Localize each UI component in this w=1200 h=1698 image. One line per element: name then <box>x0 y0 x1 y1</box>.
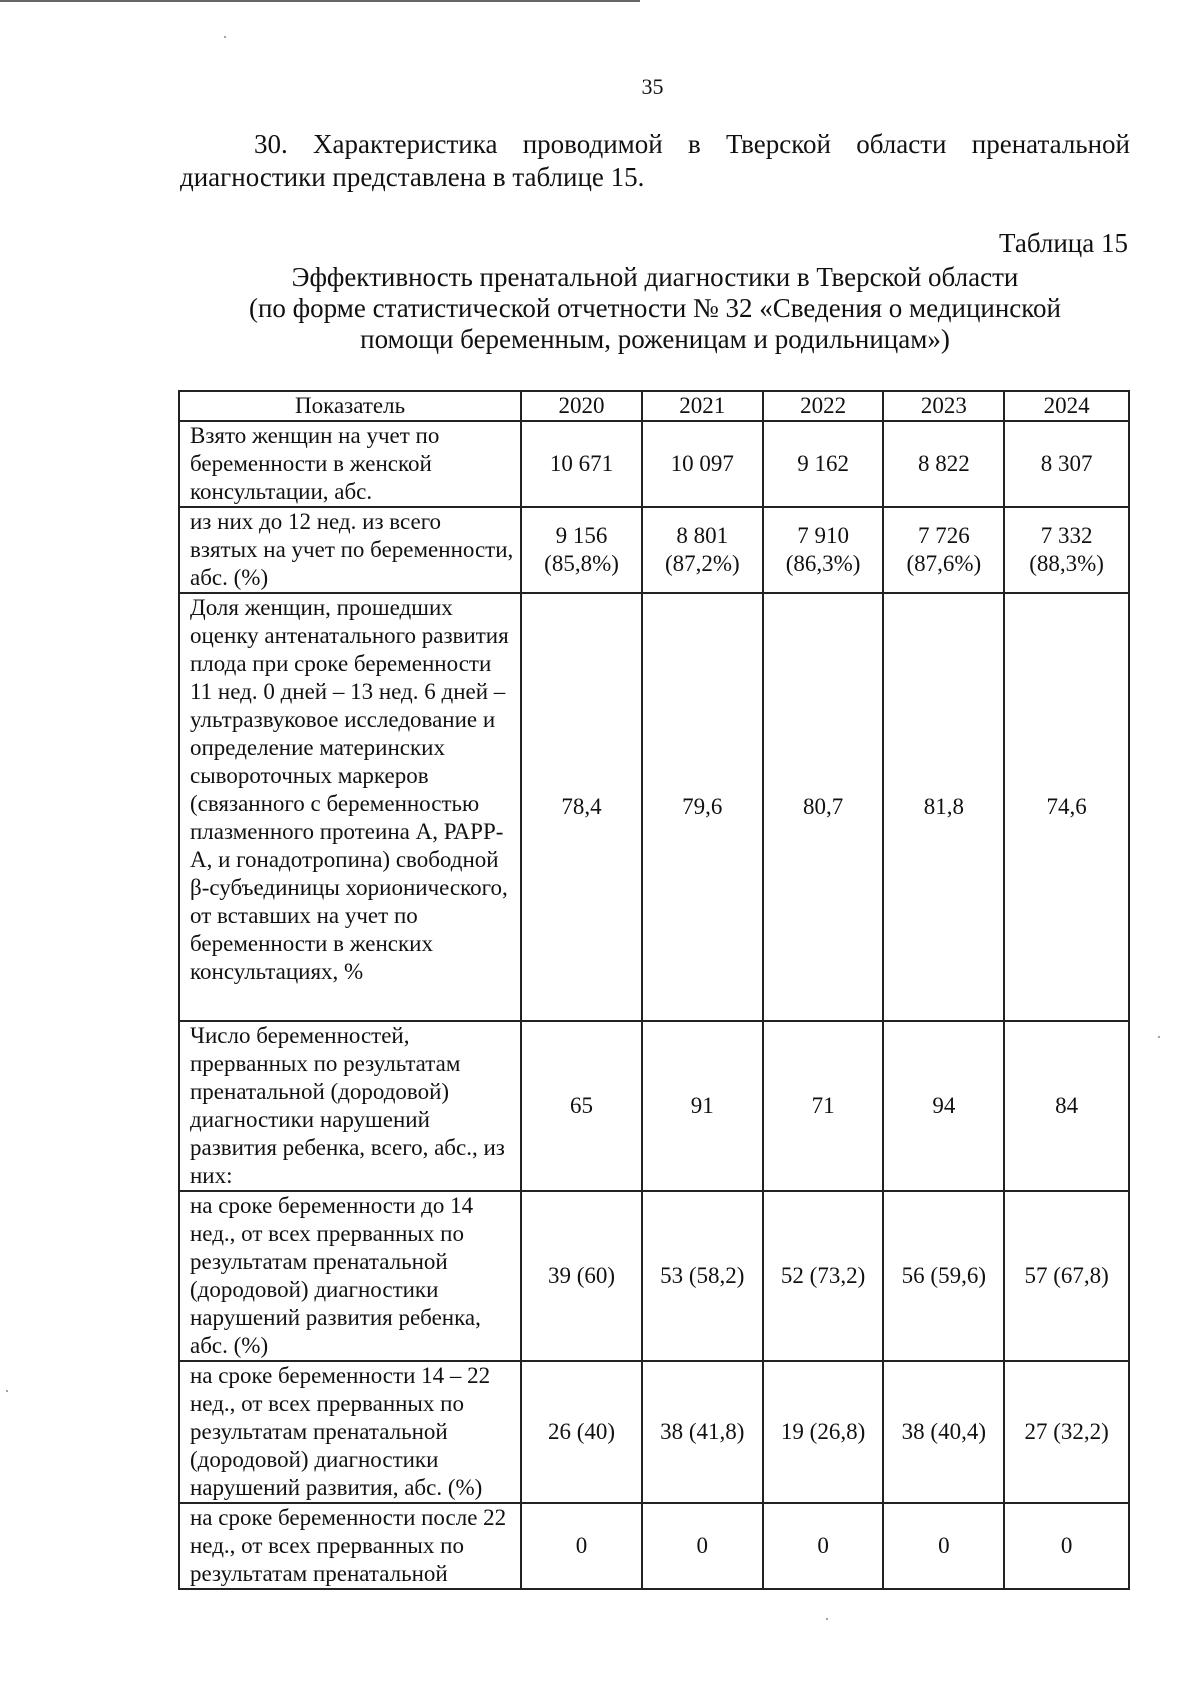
table-cell: 10 671 <box>521 421 642 507</box>
table-title-line-1: Эффективность пренатальной диагностики в Тверской области <box>291 262 1019 292</box>
intro-paragraph: 30. Характеристика проводимой в Тверской области пренатальной диагностики представлена в таблице 15. <box>180 129 1130 192</box>
table-cell: 79,6 <box>642 593 763 1021</box>
table-row <box>179 1503 1129 1589</box>
header-year-2020: 2020 <box>521 391 642 421</box>
table-cell: 0 <box>883 1503 1004 1589</box>
table-row <box>179 1021 1129 1191</box>
table-cell: 84 <box>1004 1021 1129 1191</box>
table-cell: 7 332 (88,3%) <box>1004 507 1129 593</box>
header-year-2021: 2021 <box>642 391 763 421</box>
scan-speck <box>826 1618 828 1620</box>
header-year-2022: 2022 <box>763 391 884 421</box>
table-cell: 94 <box>883 1021 1004 1191</box>
table-cell: 38 (40,4) <box>883 1361 1004 1503</box>
table-label: Таблица 15 <box>999 228 1128 258</box>
header-year-2023: 2023 <box>883 391 1004 421</box>
table-cell: 74,6 <box>1004 593 1129 1021</box>
row-label: на сроке беременности до 14 нед., от всех прерванных по результатам пренатальной (дородовой) диагностики нарушений развития ребенка, абс. (%) <box>179 1191 521 1361</box>
scan-edge-line <box>0 0 640 2</box>
table-cell: 57 (67,8) <box>1004 1191 1129 1361</box>
table-row <box>179 593 1129 1021</box>
table-cell: 9 156 (85,8%) <box>521 507 642 593</box>
row-label: на сроке беременности 14 – 22 нед., от всех прерванных по результатам пренатальной (дородовой) диагностики нарушений развития, абс. (%) <box>179 1361 521 1503</box>
row-label: Доля женщин, прошедших оценку антенатального развития плода при сроке беременности 11 нед. 0 дней – 13 нед. 6 дней – ультразвуковое исследование и определение материнских сывороточных маркеров (связанного с беременностью плазменного протеина А, РАРР-А, и гонадотропина) свободной β-субъединицы хорионического, от вставших на учет по беременности в женских консультациях, % <box>179 593 521 1021</box>
table-cell: 71 <box>763 1021 884 1191</box>
table-cell: 81,8 <box>883 593 1004 1021</box>
table-row <box>179 1191 1129 1361</box>
table-cell: 7 910 (86,3%) <box>763 507 884 593</box>
row-label: на сроке беременности после 22 нед., от всех прерванных по результатам пренатальной <box>179 1503 521 1589</box>
table-cell: 27 (32,2) <box>1004 1361 1129 1503</box>
table-row <box>179 507 1129 593</box>
row-label: Взято женщин на учет по беременности в женской консультации, абс. <box>179 421 521 507</box>
table-cell: 9 162 <box>763 421 884 507</box>
table-cell: 65 <box>521 1021 642 1191</box>
scan-speck <box>1158 1036 1160 1038</box>
table-cell: 19 (26,8) <box>763 1361 884 1503</box>
row-label: из них до 12 нед. из всего взятых на учет по беременности, абс. (%) <box>179 507 521 593</box>
table-cell: 52 (73,2) <box>763 1191 884 1361</box>
header-indicator: Показатель <box>179 391 521 421</box>
table-cell: 56 (59,6) <box>883 1191 1004 1361</box>
table-title <box>180 262 1130 355</box>
table-cell: 38 (41,8) <box>642 1361 763 1503</box>
table-cell: 0 <box>1004 1503 1129 1589</box>
table-cell: 8 307 <box>1004 421 1129 507</box>
page-number: 35 <box>641 74 664 99</box>
table-cell: 0 <box>642 1503 763 1589</box>
table-header-row <box>179 391 1129 421</box>
table-cell: 53 (58,2) <box>642 1191 763 1361</box>
table-cell: 80,7 <box>763 593 884 1021</box>
table-cell: 0 <box>763 1503 884 1589</box>
table-cell: 78,4 <box>521 593 642 1021</box>
table-row <box>179 1361 1129 1503</box>
table-title-line-3: помощи беременным, роженицам и родильницам») <box>360 324 950 354</box>
header-year-2024: 2024 <box>1004 391 1129 421</box>
table-title-line-2: (по форме статистической отчетности № 32 «Сведения о медицинской <box>248 293 1061 323</box>
table-cell: 39 (60) <box>521 1191 642 1361</box>
table-cell: 8 822 <box>883 421 1004 507</box>
scan-speck <box>6 1390 8 1392</box>
prenatal-diagnostics-table <box>178 390 1130 1590</box>
table-cell: 26 (40) <box>521 1361 642 1503</box>
table-cell: 91 <box>642 1021 763 1191</box>
table-row <box>179 421 1129 507</box>
scan-speck <box>224 36 226 38</box>
row-label: Число беременностей, прерванных по результатам пренатальной (дородовой) диагностики нарушений развития ребенка, всего, абс., из них: <box>179 1021 521 1191</box>
table-cell: 8 801 (87,2%) <box>642 507 763 593</box>
table-cell: 10 097 <box>642 421 763 507</box>
table-cell: 0 <box>521 1503 642 1589</box>
table-cell: 7 726 (87,6%) <box>883 507 1004 593</box>
